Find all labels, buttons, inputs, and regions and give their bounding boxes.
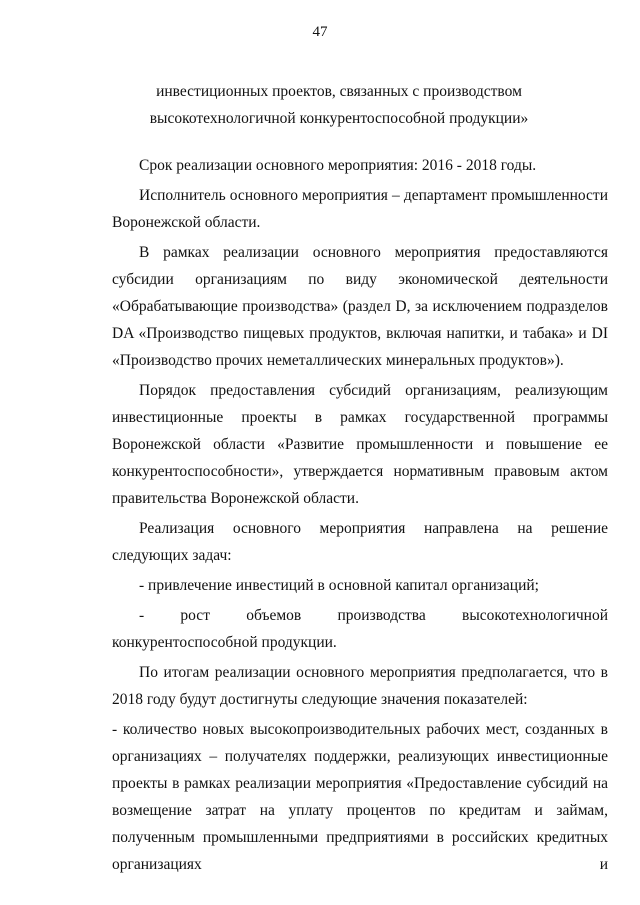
heading-line-1: инвестиционных проектов, связанных с производством: [156, 83, 522, 100]
list-item-production: - рост объемов производства высокотехнологичной конкурентоспособной продукции.: [112, 607, 608, 651]
list-item-investment: - привлечение инвестиций в основной капитал организаций;: [139, 577, 539, 594]
body-text: [112, 152, 608, 878]
paragraph-procedure: Порядок предоставления субсидий организациям, реализующим инвестиционные проекты в рамках государственной программы Воронежской области «Развитие промышленности и повышение ее конкурентоспособности», утверждается нормативным правовым актом правительства Воронежской области.: [112, 382, 608, 507]
section-heading: [112, 78, 566, 132]
paragraph-executor: Исполнитель основного мероприятия – департамент промышленности Воронежской области.: [112, 187, 608, 231]
paragraph-subsidies: В рамках реализации основного мероприятия предоставляются субсидии организациям по виду экономической деятельности «Обрабатывающие производства» (раздел D, за исключением подразделов DA «Производство пищевых продуктов, включая напитки, и табака» и DI «Производство прочих неметаллических минеральных продуктов»).: [112, 244, 608, 369]
paragraph-results: По итогам реализации основного мероприятия предполагается, что в 2018 году будут достигнуты следующие значения показателей:: [112, 664, 608, 708]
paragraph-tasks: Реализация основного мероприятия направлена на решение следующих задач:: [112, 520, 608, 564]
page-number: 47: [312, 24, 328, 40]
list-item-jobs: - количество новых высокопроизводительных рабочих мест, созданных в организациях – получателях поддержки, реализующих инвестиционные проекты в рамках реализации мероприятия «Предоставление субсидий на возмещение затрат на уплату процентов по кредитам и займам, полученным промышленными предприятиями в российских кредитных организациях и: [112, 721, 608, 873]
paragraph-term: Срок реализации основного мероприятия: 2016 - 2018 годы.: [139, 157, 537, 174]
heading-line-2: высокотехнологичной конкурентоспособной продукции»: [149, 110, 529, 127]
